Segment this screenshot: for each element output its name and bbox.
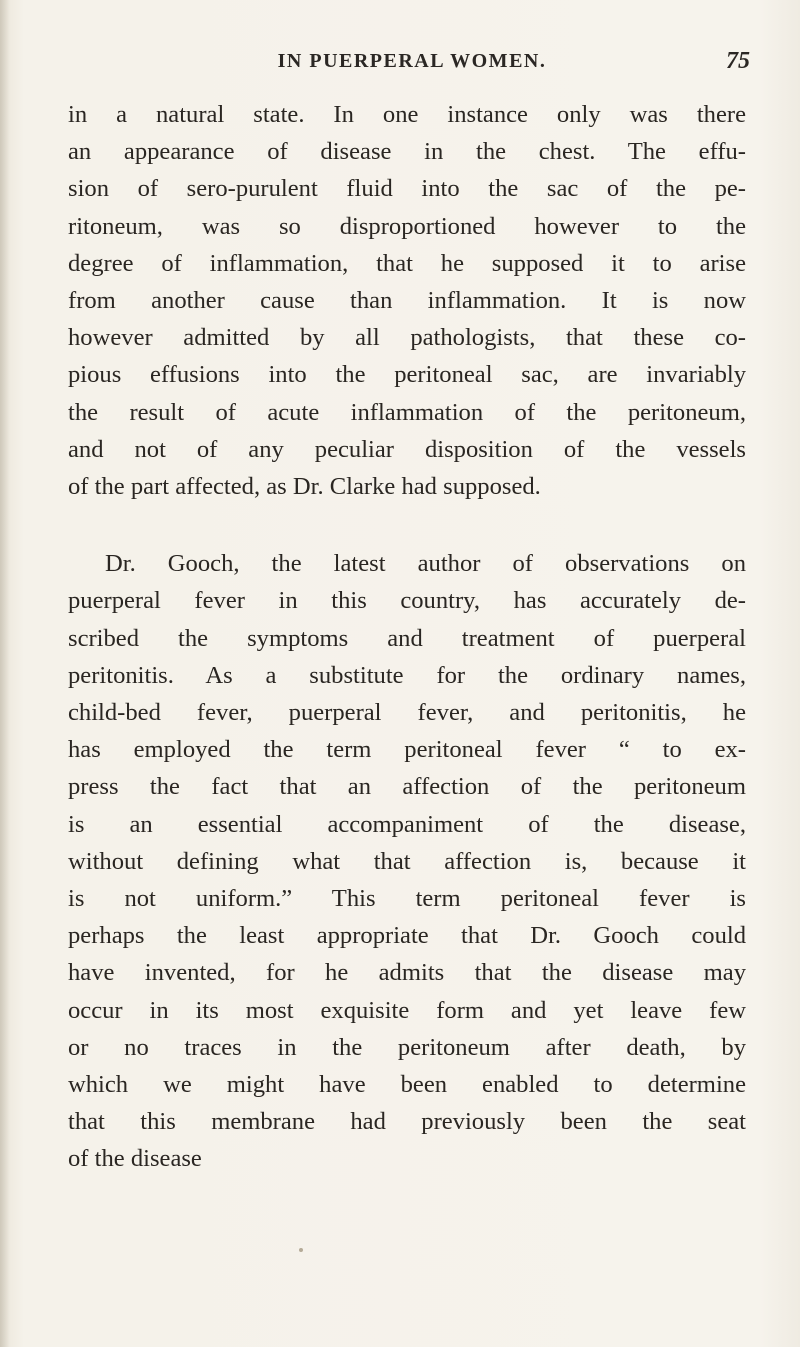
text-line: degree of inflammation, that he supposed it to arise bbox=[68, 249, 746, 277]
text-line: Dr. Gooch, the latest author of observations on bbox=[105, 550, 746, 578]
text-line: which we might have been enabled to determine bbox=[68, 1071, 746, 1099]
text-line: that this membrane had previously been the seat bbox=[68, 1108, 746, 1136]
text-line: from another cause than inflammation. It is now bbox=[68, 287, 746, 315]
paragraph-1 bbox=[68, 96, 746, 505]
text-line: and not of any peculiar disposition of the vessels bbox=[68, 435, 746, 463]
text-line: the result of acute inflammation of the peritoneum, bbox=[68, 398, 746, 426]
text-line: an appearance of disease in the chest. The effu- bbox=[68, 138, 746, 166]
text-line: has employed the term peritoneal fever “ to ex- bbox=[68, 736, 746, 764]
text-line: child-bed fever, puerperal fever, and peritonitis, he bbox=[68, 699, 746, 727]
running-title: IN PUERPERAL WOMEN. bbox=[277, 50, 547, 72]
text-line: of the disease bbox=[68, 1145, 202, 1173]
text-line: scribed the symptoms and treatment of puerperal bbox=[68, 624, 746, 652]
text-line: without defining what that affection is, because it bbox=[68, 847, 746, 875]
text-line: occur in its most exquisite form and yet leave few bbox=[68, 996, 746, 1024]
page-edge-shadow bbox=[0, 0, 10, 1347]
text-line: perhaps the least appropriate that Dr. Gooch could bbox=[68, 922, 746, 950]
text-line: or no traces in the peritoneum after death, by bbox=[68, 1033, 746, 1061]
text-line: in a natural state. In one instance only was there bbox=[68, 101, 746, 128]
running-head bbox=[68, 50, 756, 86]
text-line: is not uniform.” This term peritoneal fever is bbox=[68, 885, 746, 913]
text-line: is an essential accompaniment of the disease, bbox=[68, 810, 746, 838]
text-line: however admitted by all pathologists, that these co- bbox=[68, 324, 746, 352]
text-line: pious effusions into the peritoneal sac, are invariably bbox=[68, 361, 746, 389]
text-line: have invented, for he admits that the disease may bbox=[68, 959, 746, 987]
text-line: press the fact that an affection of the peritoneum bbox=[68, 773, 746, 801]
paper-speck bbox=[299, 1248, 303, 1252]
text-line: peritonitis. As a substitute for the ordinary names, bbox=[68, 661, 746, 689]
body-text bbox=[68, 96, 746, 1178]
paragraph-2 bbox=[68, 545, 746, 1177]
text-line: puerperal fever in this country, has accurately de- bbox=[68, 587, 746, 615]
text-line: ritoneum, was so disproportioned however to the bbox=[68, 212, 746, 240]
page-number: 75 bbox=[726, 48, 750, 74]
text-line: of the part affected, as Dr. Clarke had supposed. bbox=[68, 473, 541, 501]
text-line: sion of sero-purulent fluid into the sac of the pe- bbox=[68, 175, 746, 203]
